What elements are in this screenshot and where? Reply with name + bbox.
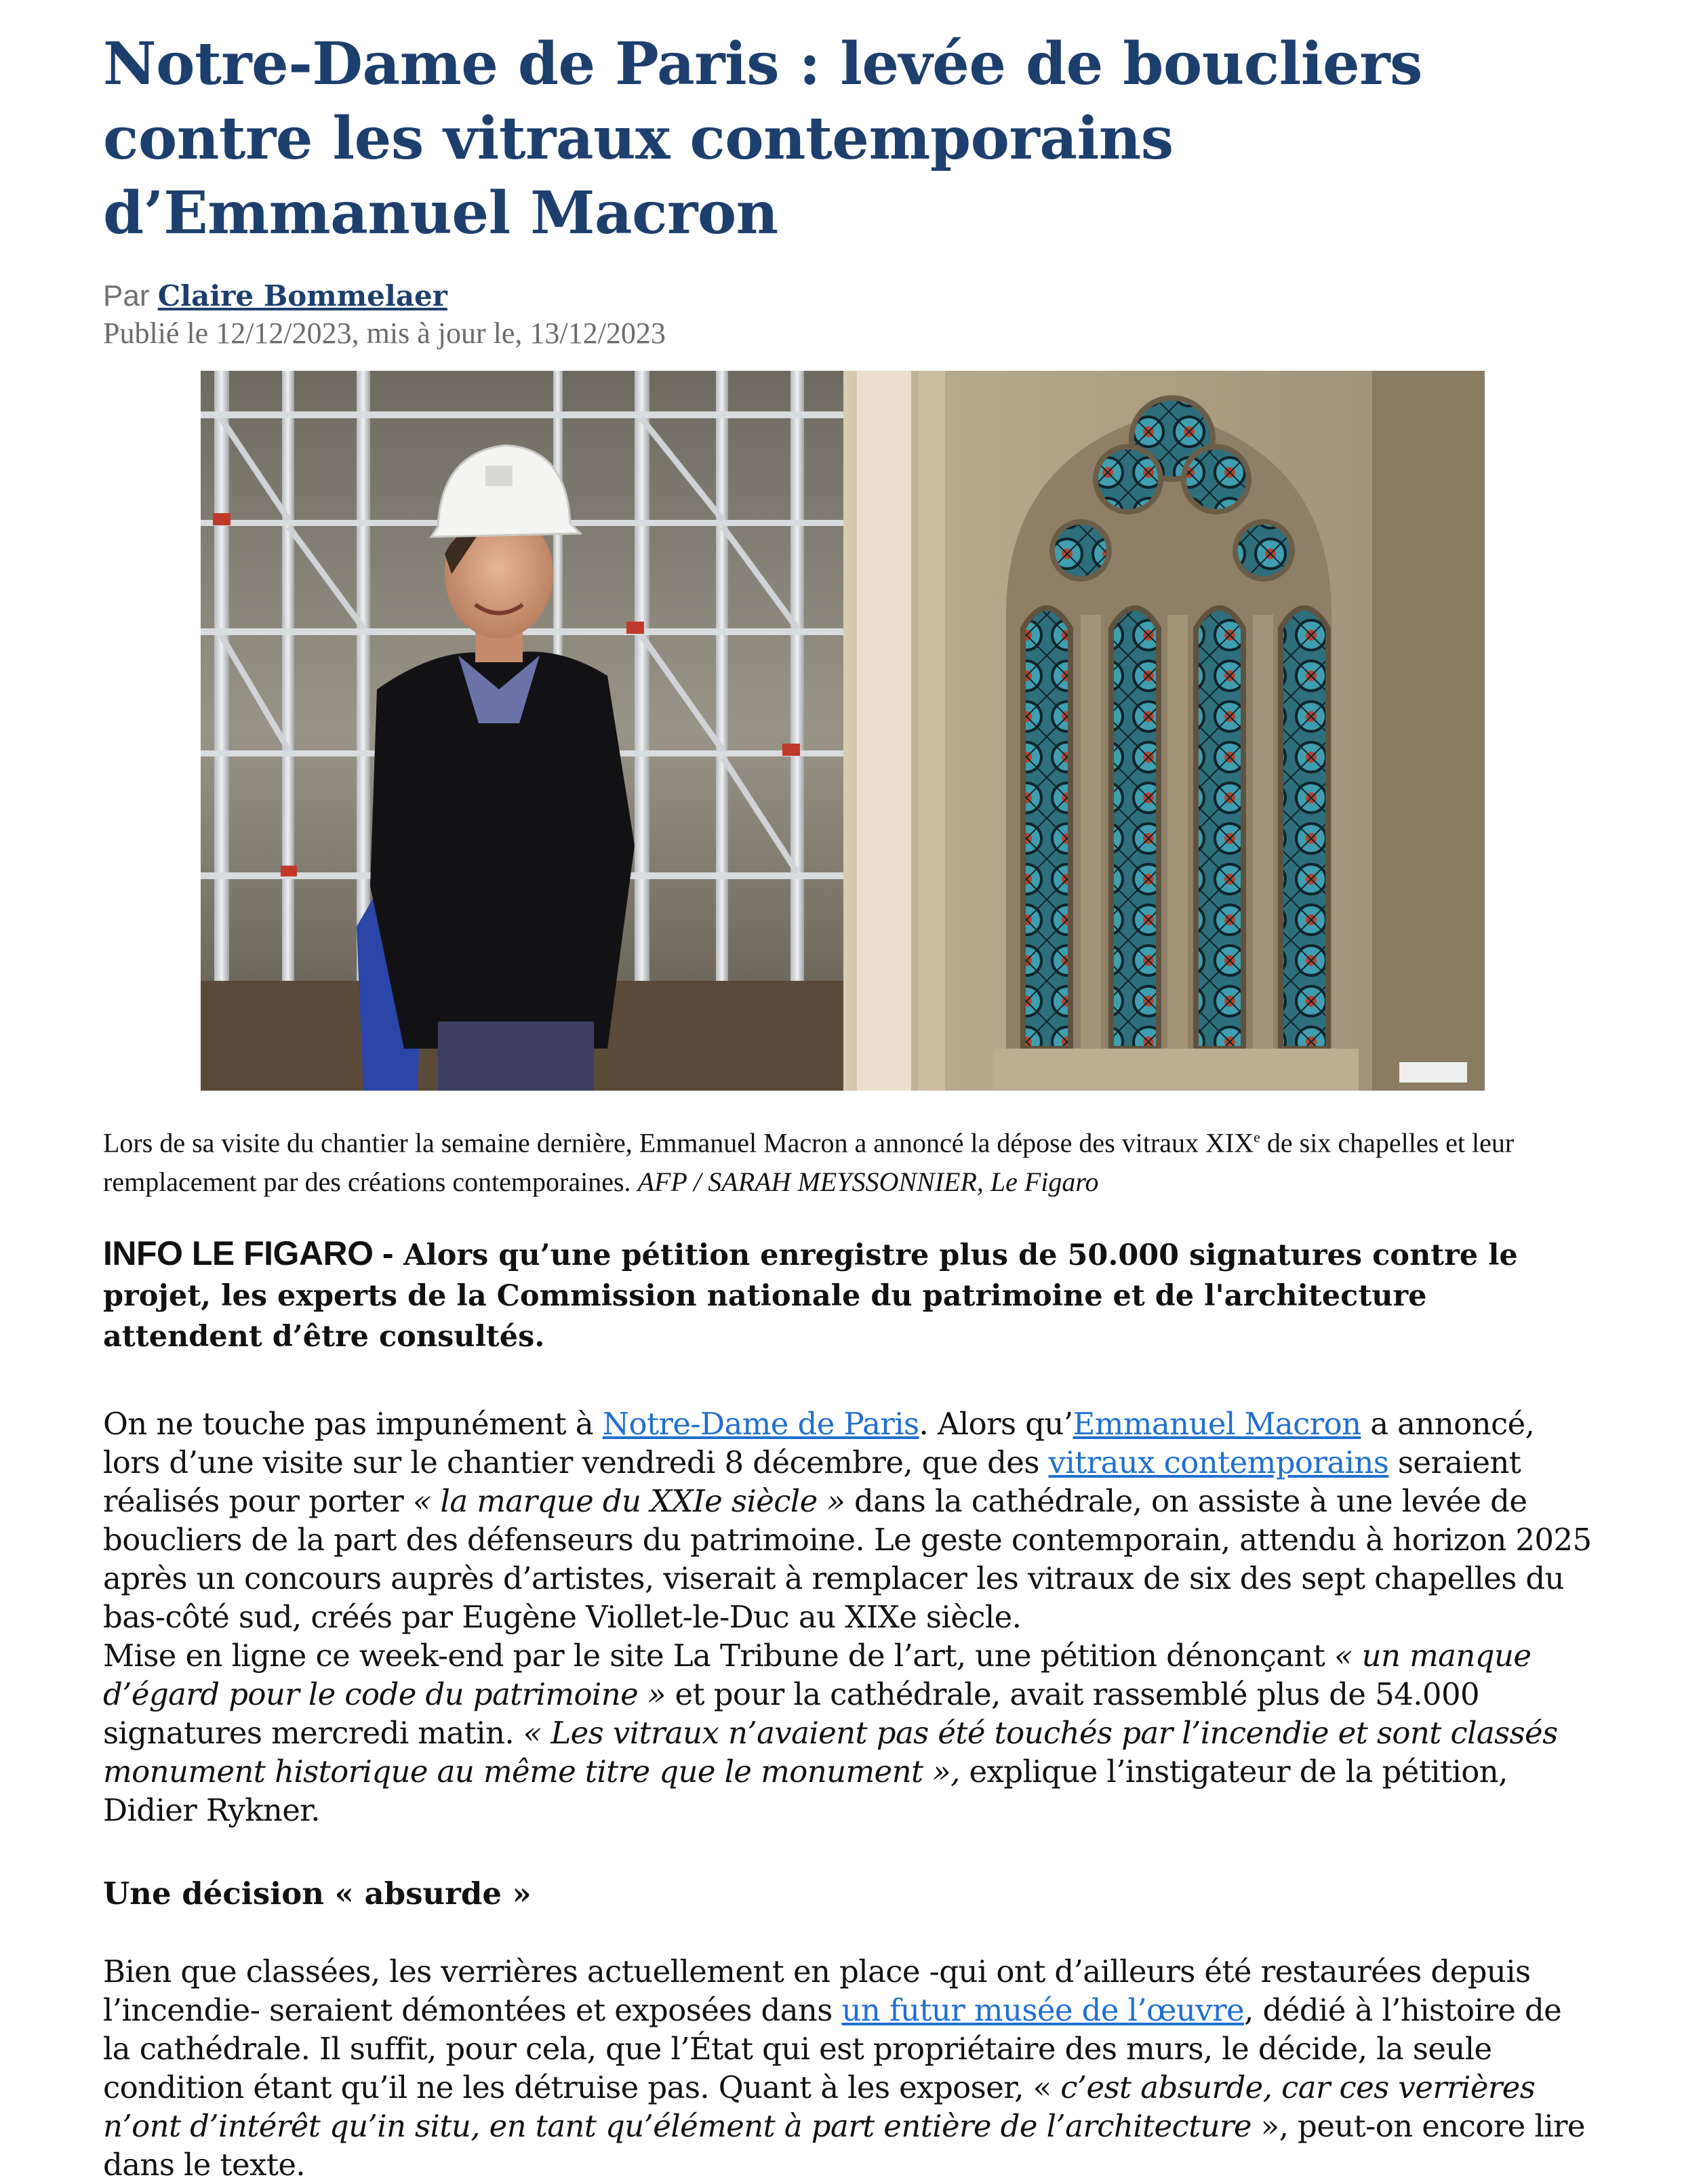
byline-prefix: Par [103, 279, 150, 312]
link-emmanuel-macron[interactable]: Emmanuel Macron [1073, 1406, 1361, 1442]
paragraph-text: explique l’instigateur de la pétition, Didier Rykner. [103, 1754, 1508, 1829]
lead-paragraph [103, 1233, 1595, 1357]
caption-text: Lors de sa visite du chantier la semaine dernière, Emmanuel Macron a annoncé la dépose des vitraux XIX [103, 1127, 1254, 1158]
lead-kicker: INFO LE FIGARO - [103, 1234, 394, 1273]
paragraph-quote: « un manque d’égard pour le code du patrimoine » [103, 1638, 1531, 1713]
paragraph-text: Bien que classées, les verrières actuellement en place -qui ont d’ailleurs été restaurées depuis l’incendie- seraient démontées et exposées dans [103, 1954, 1531, 2029]
lead-text: Alors qu’une pétition enregistre plus de 50.000 signatures contre le projet, les experts de la Commission nationale du patrimoine et de l'architecture attendent d’être consultés. [103, 1238, 1518, 1354]
article-title: Notre-Dame de Paris : levée de boucliers contre les vitraux contemporains d’Emmanuel Macron [103, 30, 1422, 247]
body-paragraph-2 [103, 1636, 1595, 1829]
paragraph-text: dans la cathédrale, on assiste à une levée de boucliers de la part des défenseurs du patrimoine. Le geste contemporain, attendu à horizon 2025 après un concours auprès d’artistes, viserait à remplacer les vitraux de six des sept chapelles du bas-côté sud, créés par Eugène Viollet-le-Duc au XIXe siècle. [103, 1483, 1592, 1636]
paragraph-quote: « Les vitraux n’avaient pas été touchés par l’incendie et sont classés monument historique au même titre que le monument », [103, 1715, 1558, 1790]
caption-superscript: e [1254, 1129, 1260, 1146]
link-vitraux-contemporains[interactable]: vitraux contemporains [1048, 1444, 1389, 1481]
paragraph-text: a annoncé, lors d’une visite sur le chantier vendredi 8 décembre, que des [103, 1406, 1535, 1481]
paragraph-quote: c’est absurde, car ces verrières n’ont d’intérêt qu’in situ, en tant qu’élément à part entière de l’architecture [103, 2069, 1536, 2145]
figure-caption [103, 1118, 1588, 1202]
article-figure [201, 371, 1485, 1091]
paragraph-text: et pour la cathédrale, avait rassemblé plus de 54.000 signatures mercredi matin. [103, 1676, 1480, 1752]
paragraph-text: , dédié à l’histoire de la cathédrale. Il suffit, pour cela, que l’État qui est propriétaire des murs, le décide, la seule condition étant qu’il ne les détruise pas. Quant à les exposer, « [103, 1992, 1562, 2106]
link-notre-dame[interactable]: Notre-Dame de Paris [602, 1406, 919, 1442]
link-musee-de-l-oeuvre[interactable]: un futur musée de l’œuvre [841, 1992, 1245, 2029]
publication-dates: Publié le 12/12/2023, mis à jour le, 13/12/2023 [103, 317, 666, 350]
notre-dame-stained-glass-window-photo [843, 371, 1485, 1091]
paragraph-text: Mise en ligne ce week-end par le site La Tribune de l’art, une pétition dénonçant [103, 1638, 1334, 1674]
section-subheading: Une décision « absurde » [103, 1876, 532, 1912]
author-link[interactable]: Claire Bommelaer [157, 279, 447, 312]
paragraph-text: seraient réalisés pour porter [103, 1444, 1521, 1520]
caption-text-end: de six chapelles et leur remplacement par des créations contemporaines. [103, 1127, 1515, 1198]
emmanuel-macron-on-notre-dame-construction-site-photo [201, 371, 843, 1091]
body-paragraph-1 [103, 1404, 1595, 1636]
paragraph-text: . Alors qu’ [919, 1406, 1073, 1442]
paragraph-quote: « la marque du XXIe siècle » [412, 1483, 845, 1520]
byline [103, 279, 1595, 313]
photo-credit: AFP / SARAH MEYSSONNIER, Le Figaro [637, 1167, 1099, 1198]
article [103, 27, 1595, 2184]
paragraph-text: », peut-on encore lire dans le texte. [103, 2108, 1585, 2183]
body-paragraph-3 [103, 1952, 1595, 2184]
paragraph-text: On ne touche pas impunément à [103, 1406, 603, 1442]
